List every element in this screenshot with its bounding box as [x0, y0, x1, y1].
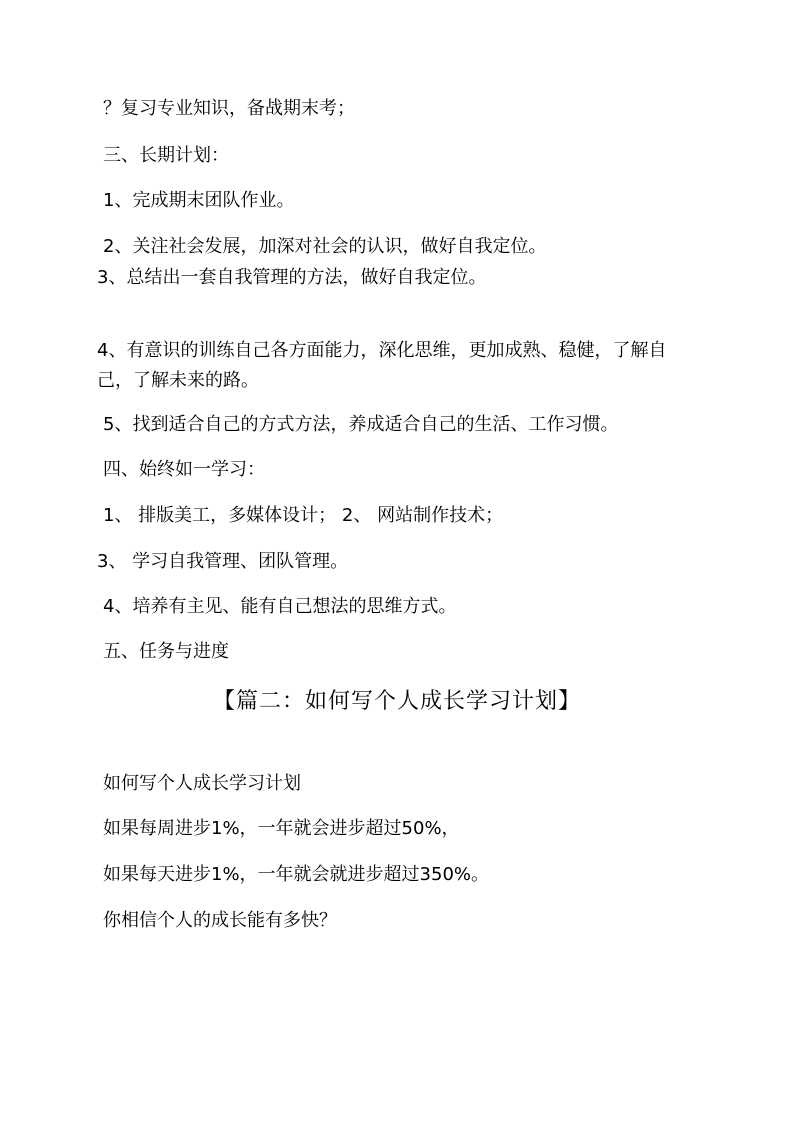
list-item: 5、找到适合自己的方式方法，养成适合自己的生活、工作习惯。 — [103, 414, 619, 435]
long-term-plan-heading: 三、长期计划： — [103, 145, 229, 166]
section-title: 如何写个人成长学习计划 — [103, 773, 301, 794]
section-heading: 【篇二：如何写个人成长学习计划】 — [212, 689, 581, 714]
list-item: 4、培养有主见、能有自己想法的思维方式。 — [103, 596, 457, 617]
list-item: 3、 学习自我管理、团队管理。 — [97, 551, 349, 572]
list-item: 3、总结出一套自我管理的方法，做好自我定位。 — [97, 267, 487, 288]
paragraph: 如果每天进步1%，一年就会就进步超过350%。 — [103, 864, 490, 885]
list-item: 1、完成期末团队作业。 — [103, 190, 295, 211]
paragraph: 如果每周进步1%，一年就会进步超过50%， — [103, 818, 460, 839]
list-item: 4、有意识的训练自己各方面能力，深化思维，更加成熟、稳健，了解自己，了解未来的路。 — [97, 340, 667, 391]
continuous-learning-heading: 四、始终如一学习： — [103, 459, 265, 480]
paragraph: 你相信个人的成长能有多快？ — [103, 910, 337, 931]
list-item: 1、 排版美工，多媒体设计； 2、 网站制作技术； — [103, 505, 504, 526]
list-item: 2、关注社会发展，加深对社会的认识，做好自我定位。 — [103, 236, 547, 257]
review-line: ？复习专业知识，备战期末考； — [103, 98, 355, 119]
tasks-progress-heading: 五、任务与进度 — [103, 641, 229, 662]
